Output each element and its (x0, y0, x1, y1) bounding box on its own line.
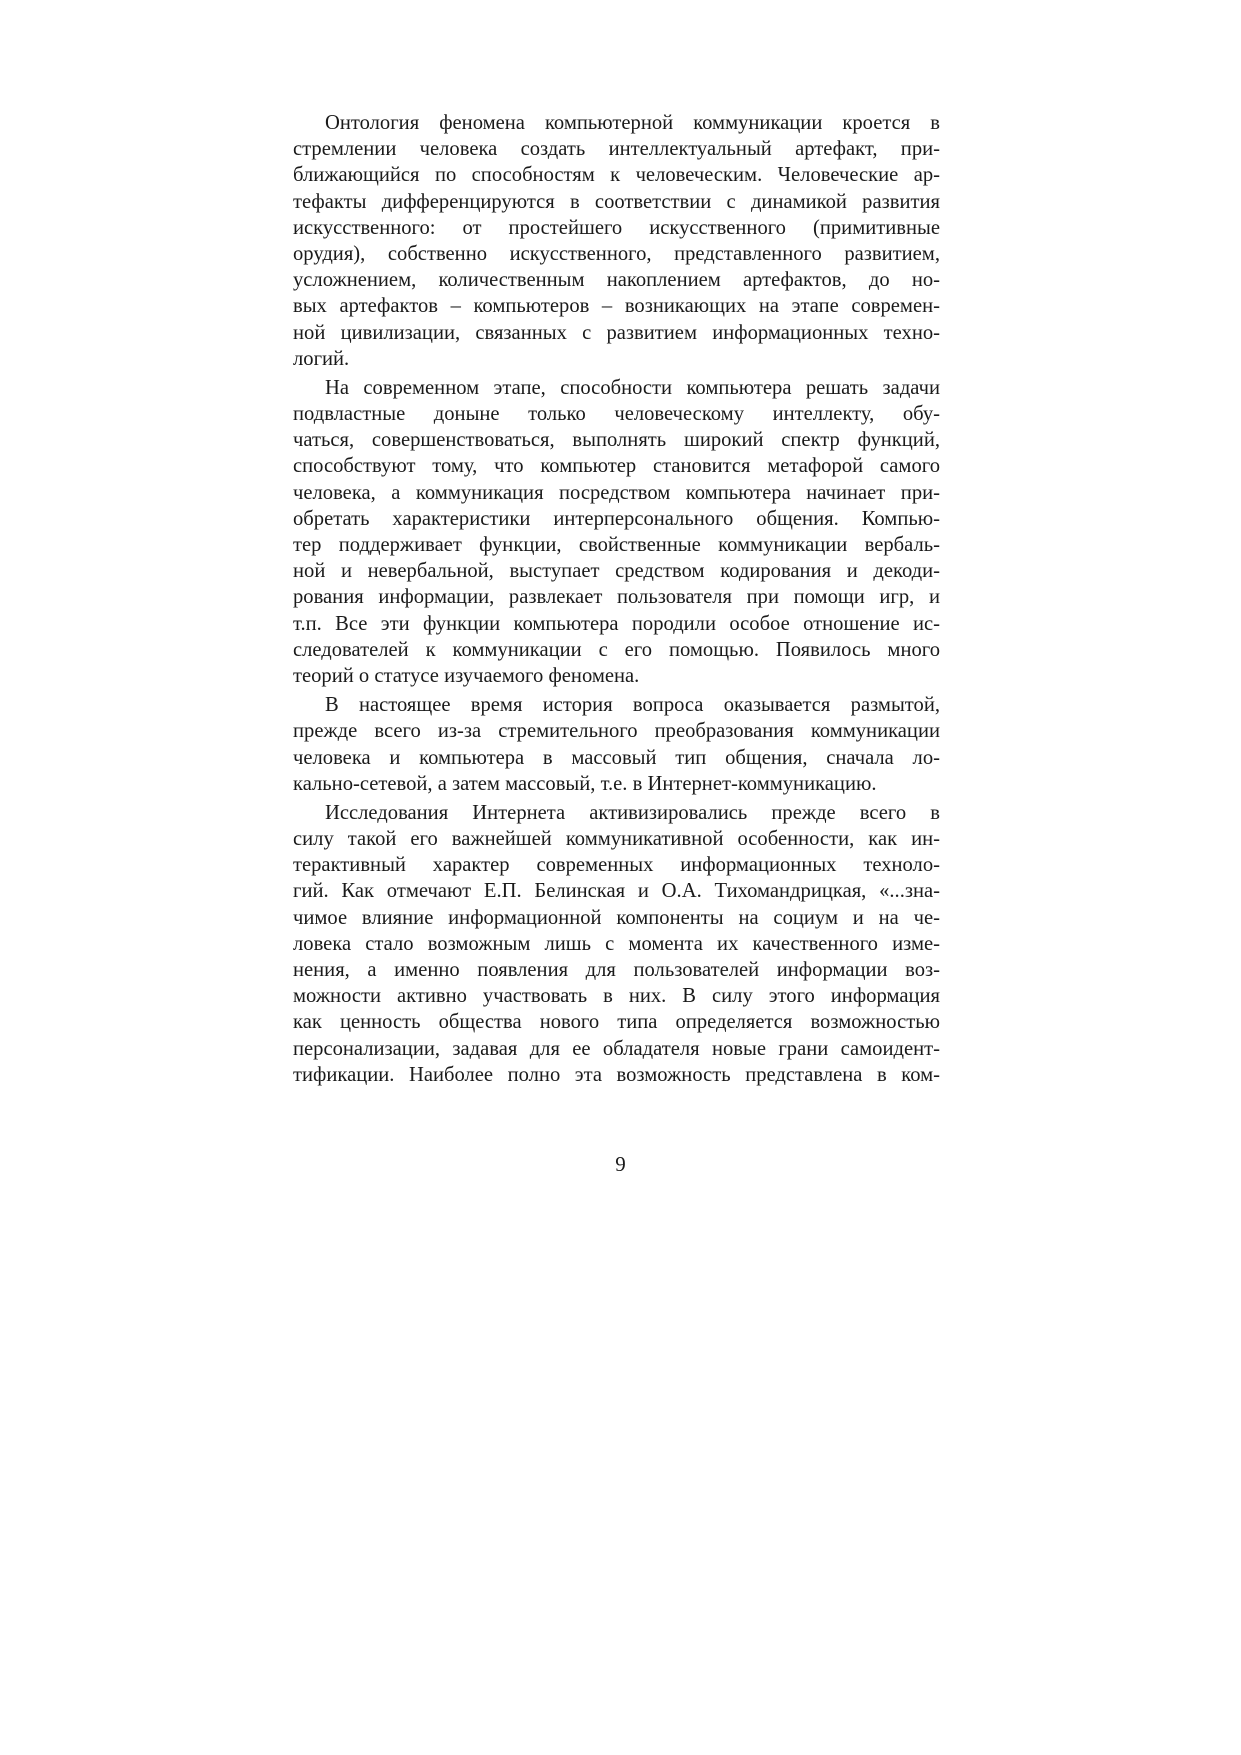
paragraph (293, 800, 940, 1088)
text-line: ной цивилизации, связанных с развитием информационных техно- (293, 321, 940, 344)
text-line: можности активно участвовать в них. В силу этого информация (293, 985, 940, 1008)
text-line: терактивный характер современных информационных техноло- (293, 854, 940, 877)
text-line: чимое влияние информационной компоненты на социум и на че- (293, 906, 940, 929)
text-line: Онтология феномена компьютерной коммуникации кроется в (325, 112, 940, 134)
text-line: рования информации, развлекает пользователя при помощи игр, и (293, 586, 940, 609)
text-line: ловека стало возможным лишь с момента их качественного изме- (293, 932, 940, 955)
text-line: тификации. Наиболее полно эта возможность представлена в ком- (293, 1063, 940, 1086)
text-line: гий. Как отмечают Е.П. Белинская и О.А. Тихомандрицкая, «...зна- (293, 880, 940, 903)
text-line: тер поддерживает функции, свойственные коммуникации вербаль- (293, 534, 940, 556)
body-text (293, 110, 940, 1088)
text-line: кально-сетевой, а затем массовый, т.е. в Интернет-коммуникацию. (293, 772, 877, 795)
text-line: способствуют тому, что компьютер становится метафорой самого (293, 455, 940, 478)
text-line: ной и невербальной, выступает средством кодирования и декоди- (293, 560, 940, 583)
text-line: силу такой его важнейшей коммуникативной особенности, как ин- (293, 828, 940, 851)
text-line: чаться, совершенствоваться, выполнять широкий спектр функций, (293, 429, 940, 452)
text-line: персонализации, задавая для ее обладателя новые грани самоидент- (293, 1037, 940, 1060)
text-line: усложнением, количественным накоплением артефактов, до но- (293, 269, 940, 292)
text-line: вых артефактов – компьютеров – возникающих на этапе современ- (293, 295, 940, 318)
text-line: как ценность общества нового типа определяется возможностью (293, 1011, 940, 1034)
text-line: стремлении человека создать интеллектуальный артефакт, при- (293, 138, 940, 161)
text-line: орудия), собственно искусственного, представленного развитием, (293, 242, 940, 265)
text-line: логий. (293, 347, 350, 370)
text-line: человека и компьютера в массовый тип общения, сначала ло- (293, 746, 940, 769)
text-line: обретать характеристики интерперсонального общения. Компью- (293, 507, 940, 530)
paragraph (293, 692, 940, 797)
text-line: нения, а именно появления для пользователей информации воз- (293, 959, 940, 981)
text-line: Исследования Интернета активизировались прежде всего в (325, 801, 940, 824)
page-number: 9 (615, 1152, 626, 1176)
text-line: искусственного: от простейшего искусственного (примитивные (293, 216, 940, 239)
text-line: На современном этапе, способности компьютера решать задачи (325, 376, 940, 399)
text-line: теорий о статусе изучаемого феномена. (293, 664, 640, 687)
text-line: подвластные доныне только человеческому интеллекту, обу- (293, 403, 940, 426)
text-line: следователей к коммуникации с его помощью. Появилось много (293, 638, 940, 661)
text-line: прежде всего из-за стремительного преобразования коммуникации (293, 720, 940, 743)
text-line: ближающийся по способностям к человеческим. Человеческие ар- (293, 164, 940, 187)
paragraph (293, 375, 940, 689)
text-line: человека, а коммуникация посредством компьютера начинает при- (293, 481, 940, 504)
text-line: В настоящее время история вопроса оказывается размытой, (325, 694, 940, 717)
text-line: тефакты дифференцируются в соответствии с динамикой развития (293, 190, 940, 213)
text-line: т.п. Все эти функции компьютера породили особое отношение ис- (293, 612, 940, 635)
paragraph (293, 110, 940, 372)
